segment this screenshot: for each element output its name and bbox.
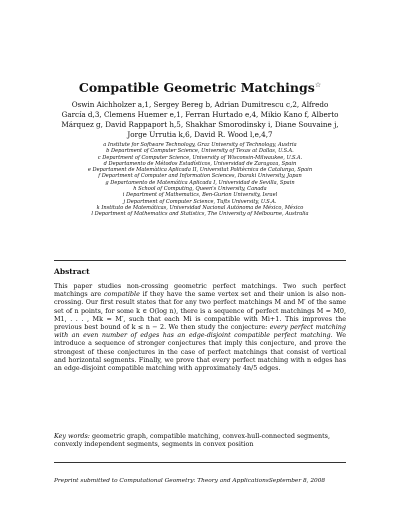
abstract-conjecture: every perfect matching with an even number of edges has an edge-disjoint compatible perfect matching.	[54, 323, 346, 340]
affiliation-list	[40, 142, 360, 218]
abstract-body	[54, 282, 346, 372]
affiliation-d: d Departamento de Métodos Estadísticos, Universidad de Zaragoza, Spain	[103, 160, 297, 167]
abstract-part-1: This paper studies non-crossing geometric perfect matchings. Two such perfect matchings are	[54, 282, 346, 299]
affiliation-h: h School of Computing, Queen's University, Canada	[133, 186, 267, 193]
affiliation-l: l Department of Mathematics and Statistics, The University of Melbourne, Australia	[91, 211, 309, 218]
affiliation-i: i Department of Mathematics, Ben-Gurion University, Israel	[122, 192, 278, 199]
affiliation-c: c Department of Computer Science, University of Wisconsin-Milwaukee, U.S.A.	[97, 154, 303, 161]
paper-title	[0, 80, 400, 95]
author-list: Oswin Aichholzer a,1, Sergey Bereg b, Adrian Dumitrescu c,2, Alfredo García d,3, Clemens Huemer e,1, Ferran Hurtado e,4, Mikio Kano f, Alberto Márquez g, David Rappaport h,5, Shakhar Smorodinsky i, Diane Souvaine j, Jorge Urrutia k,6, David R. Wood l,e,4,7	[61, 100, 339, 139]
abstract-bottom-rule	[54, 462, 346, 463]
preprint-footer: Preprint submitted to Computational Geometry: Theory and ApplicationsSeptember 8, 2008	[54, 478, 326, 484]
keywords-text: geometric graph, compatible matching, convex-hull-connected segments, convexly independent segments, segments in convex position	[54, 432, 330, 449]
affiliation-j: j Department of Computer Science, Tufts University, U.S.A.	[123, 198, 277, 205]
affiliation-e: e Departament de Matemàtica Aplicada II, Universitat Politècnica de Catalunya, Spain	[87, 167, 313, 174]
title-footnote-mark: ☆	[314, 80, 322, 89]
abstract-heading: Abstract	[54, 267, 90, 276]
affiliation-a: a Institute for Software Technology, Graz University of Technology, Austria	[103, 142, 297, 148]
affiliation-k: k Instituto de Matemáticas, Universidad Nacional Autónoma de México, México	[96, 204, 304, 211]
affiliation-b: b Department of Computer Science, University of Texas at Dallas, U.S.A.	[106, 148, 294, 155]
abstract-top-rule	[54, 260, 346, 261]
abstract-part-3: We introduce a sequence of stronger conjectures that imply this conjecture, and prove the strongest of these conjectures in the case of perfect matchings that consist of vertical and horizontal segments. Finally, we prove that every perfect matching with n edges has an edge-disjoint compatible matching with approximately 4n/5 edges.	[54, 331, 346, 373]
keywords-label: Key words:	[54, 432, 90, 440]
abstract-part-2: if they have the same vertex set and their union is also non-crossing. Our first result states that for any two perfect matchings M and M′ of the same set of n points, for some k ∈ O(log n), there is a sequence of perfect matchings M = M0, M1, . . . , Mk = M′, such that each Mi is compatible with Mi+1. This improves the previous best bound of k ≤ n − 2. We then study the conjecture:	[54, 290, 346, 332]
affiliation-f: f Department of Computer and Information Sciences, Ibaraki University, Japan	[98, 173, 302, 180]
abstract-emph-compatible: compatible	[103, 290, 140, 299]
keywords	[54, 432, 346, 448]
title-text: Compatible Geometric Matchings	[78, 80, 315, 95]
affiliation-g: g Departamento de Matemática Aplicada I, Universidad de Sevilla, Spain	[105, 179, 295, 186]
